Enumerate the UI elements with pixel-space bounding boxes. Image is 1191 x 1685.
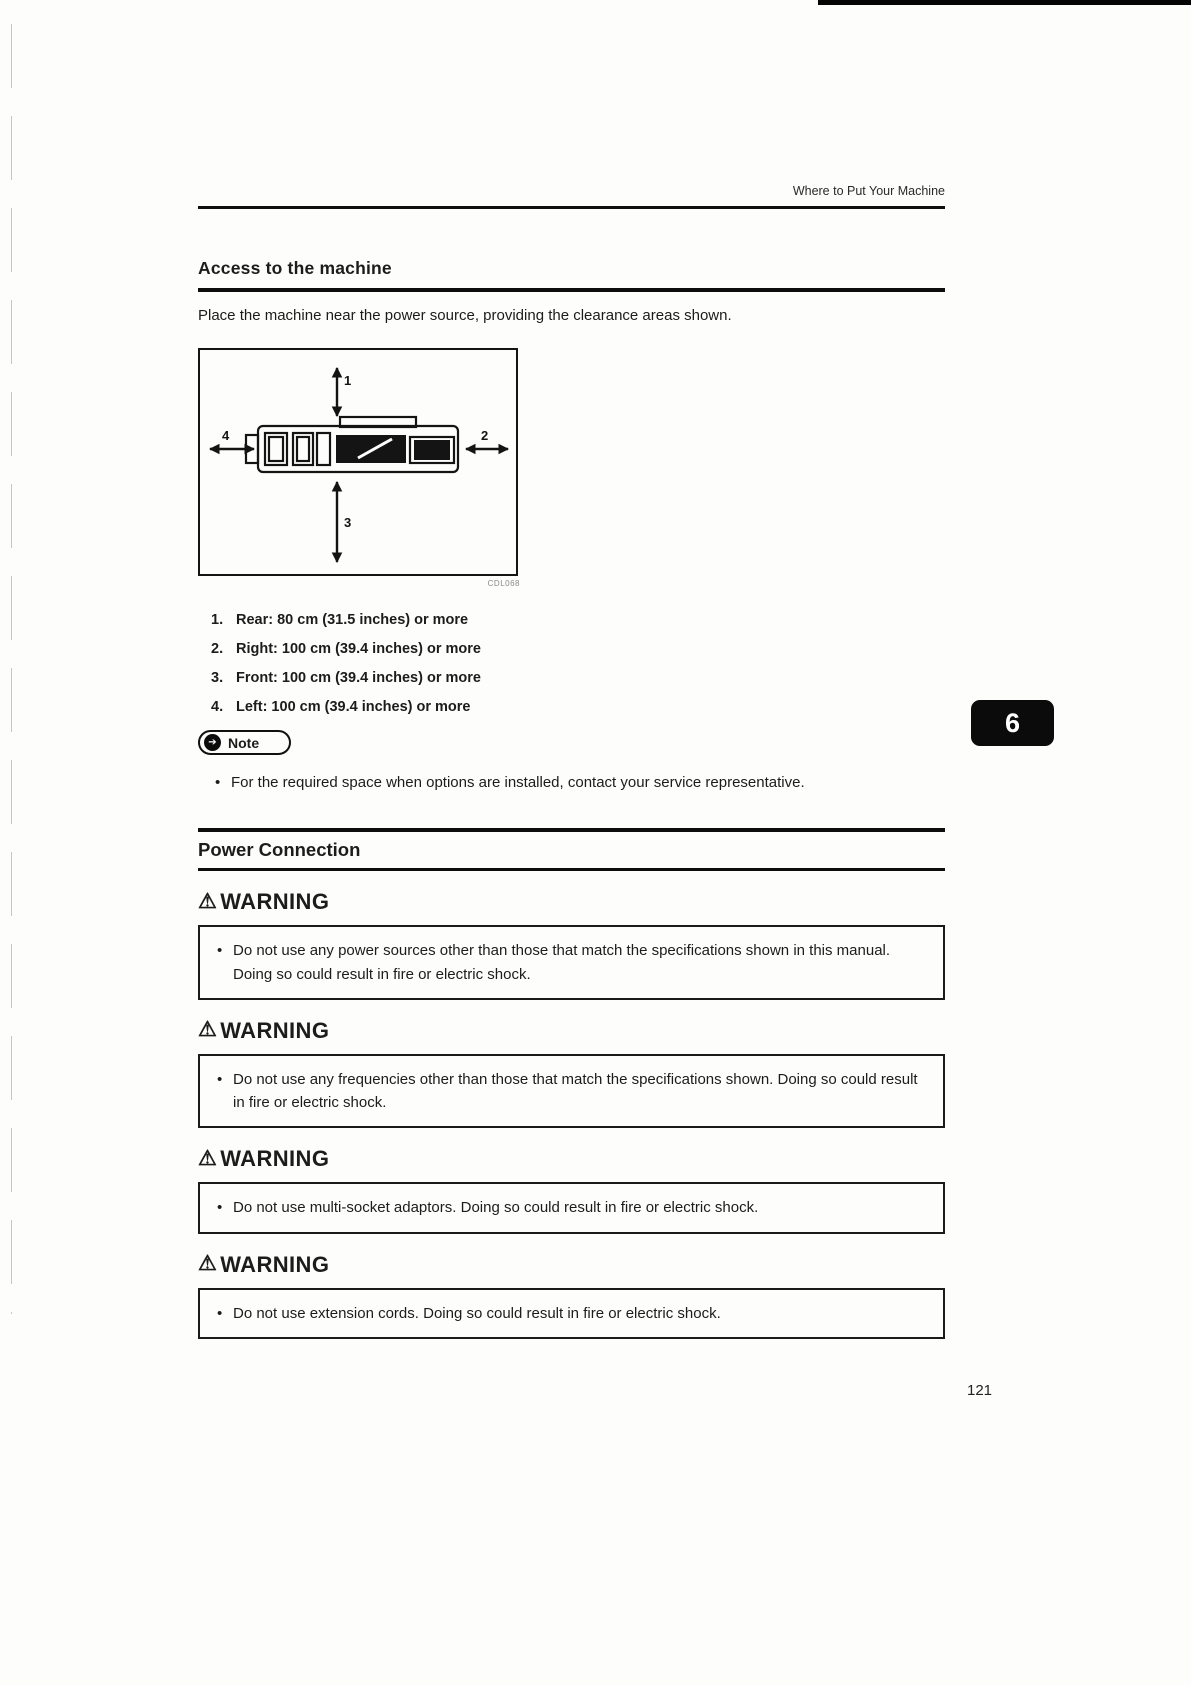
clearance-item-number: 2. (211, 641, 224, 657)
warning-heading-label: WARNING (220, 1251, 330, 1277)
warning-box-2 (198, 1054, 945, 1129)
section-rule (198, 868, 945, 872)
warning-text: • Do not use extension cords. Doing so could result in fire or electric shock. (214, 1302, 929, 1325)
clearance-list (211, 612, 945, 715)
machine-panel-dark (336, 435, 406, 463)
figure-caption: CDL068 (487, 579, 520, 588)
clearance-item-front (211, 670, 945, 686)
figure-label-2: 2 (481, 428, 489, 443)
scan-artifact-left-line (11, 24, 12, 1314)
note-icon-glyph: ➔ (208, 736, 217, 748)
section-rule (198, 828, 945, 832)
access-intro-text: Place the machine near the power source, providing the clearance areas shown. (198, 307, 732, 324)
warning-box-1 (198, 925, 945, 1000)
warning-heading-3 (198, 1146, 945, 1172)
clearance-item-number: 4. (211, 699, 224, 715)
page-content (198, 258, 945, 1339)
warning-heading-1 (198, 889, 945, 915)
clearance-item-text: Rear: 80 cm (31.5 inches) or more (236, 612, 469, 628)
power-section-header (198, 828, 945, 871)
running-header (198, 184, 945, 198)
warning-text: • Do not use any power sources other than those that match the specifications shown in this manual. Doing so could result in fire or electric shock. (214, 939, 929, 986)
warning-heading-label: WARNING (220, 1146, 330, 1172)
warning-triangle-icon: ⚠ (198, 1146, 218, 1170)
note-badge (198, 730, 291, 755)
figure-label-3: 3 (344, 515, 352, 530)
clearance-diagram (200, 350, 516, 574)
clearance-figure (198, 348, 518, 576)
machine-tray-dark (414, 440, 450, 460)
page-number: 121 (967, 1382, 993, 1399)
section-title-access: Access to the machine (198, 258, 392, 278)
warning-heading-label: WARNING (220, 1017, 330, 1043)
warning-text: • Do not use any frequencies other than those that match the specifications shown. Doing so could result in fire or electric shock. (214, 1068, 929, 1115)
clearance-item-text: Left: 100 cm (39.4 inches) or more (236, 699, 471, 715)
note-item: • For the required space when options are installed, contact your service representative. (212, 771, 945, 794)
section-rule (198, 288, 945, 292)
clearance-item-rear (211, 612, 945, 628)
figure-label-1: 1 (344, 373, 352, 388)
clearance-item-left (211, 699, 945, 715)
clearance-item-text: Right: 100 cm (39.4 inches) or more (236, 641, 481, 657)
note-list (212, 771, 945, 794)
warning-triangle-icon: ⚠ (198, 1252, 218, 1275)
warning-heading-4 (198, 1252, 945, 1278)
running-header-rule (198, 206, 945, 209)
chapter-tab (971, 700, 1054, 746)
warning-text: • Do not use multi-socket adaptors. Doing so could result in fire or electric shock. (214, 1196, 929, 1219)
chapter-tab-number: 6 (1004, 707, 1021, 738)
scan-artifact-top-bar (818, 0, 1191, 5)
warning-heading-2 (198, 1018, 945, 1044)
warning-box-3 (198, 1182, 945, 1233)
clearance-item-number: 3. (211, 670, 224, 686)
figure-label-4: 4 (222, 428, 230, 443)
note-badge-label: Note (228, 734, 260, 751)
warning-box-4 (198, 1288, 945, 1339)
running-header-text: Where to Put Your Machine (792, 184, 945, 198)
warning-heading-label: WARNING (220, 889, 330, 915)
clearance-item-right (211, 641, 945, 657)
clearance-item-text: Front: 100 cm (39.4 inches) or more (236, 670, 481, 686)
clearance-item-number: 1. (211, 612, 224, 628)
note-icon (204, 734, 221, 751)
warning-triangle-icon: ⚠ (198, 889, 218, 913)
section-title-power: Power Connection (198, 838, 361, 860)
warning-triangle-icon: ⚠ (198, 1018, 218, 1042)
